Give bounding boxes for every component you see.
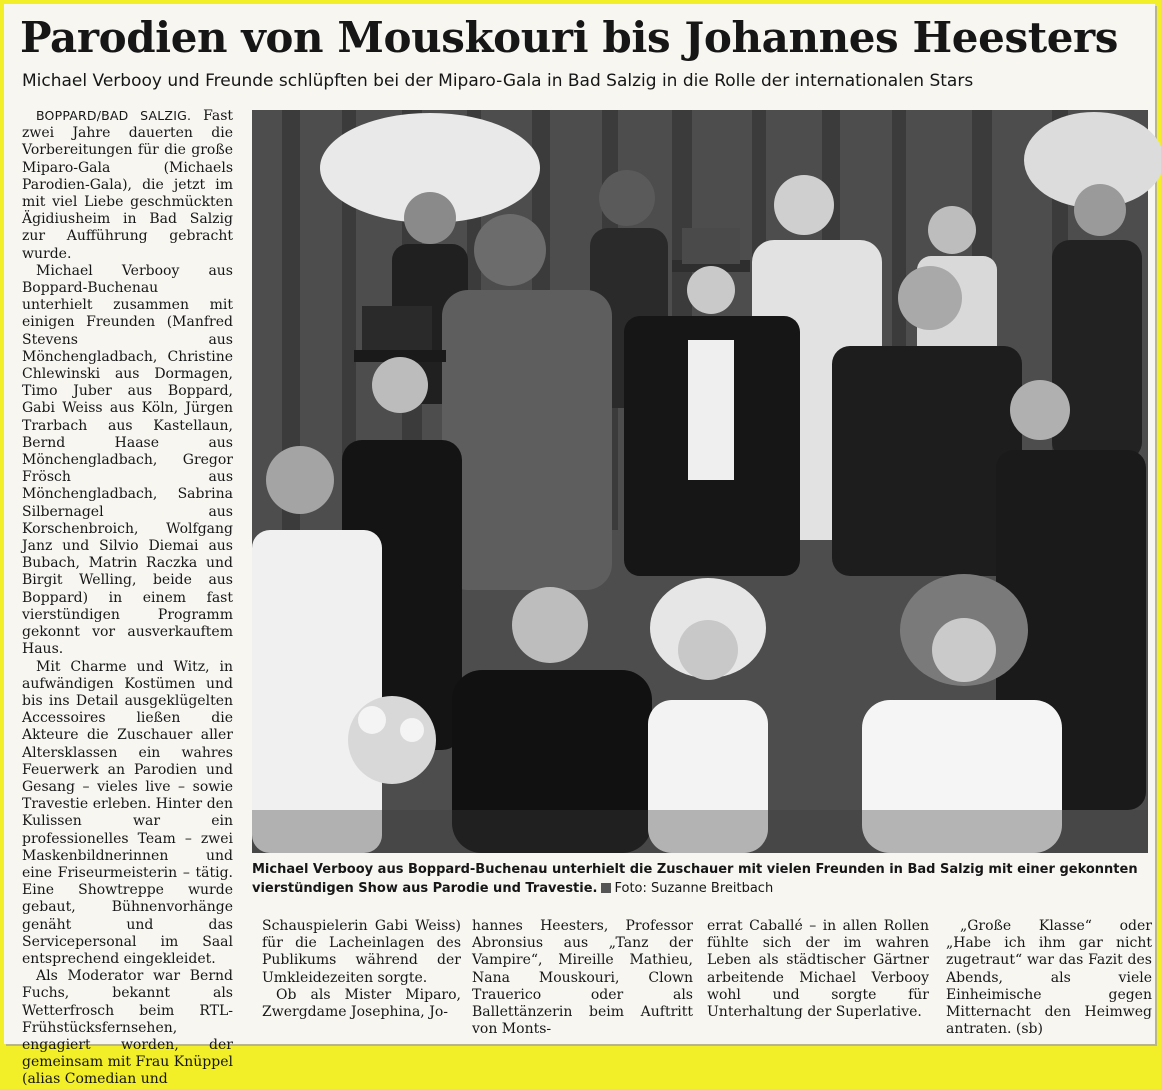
article-headline: Parodien von Mouskouri bis Johannes Heesters xyxy=(20,13,1118,62)
article-paragraph-1-text: Fast zwei Jahre dauerten die Vorbereitungen für die große Miparo-Gala (Michaels Parodien-Gala), die jetzt im mit viel Liebe geschmückten Ägidiusheim in Bad Salzig zur Aufführung gebracht wurde. xyxy=(22,108,233,262)
column-3-text: hannes Heesters, Professor Abronsius aus „Tanz der Vampire“, Mireille Mathieu, Nana Mouskouri, Clown Trauerico oder als Ballettänzerin beim Auftritt von Monts- xyxy=(472,918,693,1038)
column-5-body: „Große Klasse“ oder „Habe ich ihm gar nicht zugetraut“ war das Fazit des Abends, als viele Einheimische gegen Mitternacht den Heimweg antraten. xyxy=(946,918,1152,1038)
column-2-paragraph: Ob als Mister Miparo, Zwergdame Josephina, Jo- xyxy=(262,986,461,1021)
group-photo-illustration xyxy=(252,110,1148,853)
article-column-4 xyxy=(707,918,929,1021)
article-column-3 xyxy=(472,918,693,1038)
column-4-text: errat Caballé – in allen Rollen fühlte sich der im wahren Leben als städtischer Gärtner arbeitende Michael Verbooy wohl und sorgte für Unterhaltung der Superlative. xyxy=(707,918,929,1021)
photo-caption-text: Michael Verbooy aus Boppard-Buchenau unterhielt die Zuschauer mit vielen Freunden in Bad Salzig mit einer gekonnten vierstündigen Show aus Parodie und Travestie. xyxy=(252,862,1138,896)
article-column-2 xyxy=(262,918,461,1021)
article-column-5 xyxy=(946,918,1152,1038)
article-photo xyxy=(252,110,1148,853)
column-5-text xyxy=(946,918,1152,1038)
newspaper-page xyxy=(4,4,1155,1088)
article-signoff: (sb) xyxy=(1015,1021,1043,1038)
article-dateline: BOPPARD/BAD SALZIG. xyxy=(36,108,192,123)
photo-caption xyxy=(252,860,1150,898)
column-2-text: Schauspielerin Gabi Weiss) für die Lacheinlagen des Publikums während der Umkleidezeiten sorgte. xyxy=(262,918,461,986)
article-subheadline: Michael Verbooy und Freunde schlüpften bei der Miparo-Gala in Bad Salzig in die Rolle der internationalen Stars xyxy=(22,71,974,91)
photo-credit: Foto: Suzanne Breitbach xyxy=(614,881,774,896)
article-paragraph-2: Michael Verbooy aus Boppard-Buchenau unterhielt zusammen mit einigen Freunden (Manfred Stevens aus Mönchengladbach, Christine Chlewinski aus Dormagen, Timo Juber aus Boppard, Gabi Weiss aus Köln, Jürgen Trarbach aus Kastellaun, Bernd Haase aus Mönchengladbach, Gregor Frösch aus Mönchengladbach, Sabrina Silbernagel aus Korschenbroich, Wolfgang Janz und Silvio Diemai aus Bubach, Matrin Raczka und Birgit Welling, beide aus Boppard) in einem fast vierstündigen Programm gekonnt vor ausverkauftem Haus. xyxy=(22,262,233,658)
caption-square-icon xyxy=(601,883,611,893)
article-paragraph-4: Als Moderator war Bernd Fuchs, bekannt als Wetterfrosch beim RTL-Frühstücksfernsehen, engagiert worden, der gemeinsam mit Frau Knüppel (alias Comedian und xyxy=(22,968,233,1088)
article-paragraph-3: Mit Charme und Witz, in aufwändigen Kostümen und bis ins Detail ausgeklügelten Accessoires ließen die Akteure die Zuschauer aller Altersklassen ein wahres Feuerwerk an Parodien und Gesang – vieles live – sowie Travestie erleben. Hinter den Kulissen war ein professionelles Team – zwei Maskenbildnerinnen und eine Friseurmeisterin – tätig. Eine Showtreppe wurde gebaut, Bühnenvorhänge genäht und das Servicepersonal im Saal entsprechend eingekleidet. xyxy=(22,658,233,967)
article-column-left xyxy=(22,107,233,1089)
article-paragraph-1 xyxy=(22,107,233,263)
